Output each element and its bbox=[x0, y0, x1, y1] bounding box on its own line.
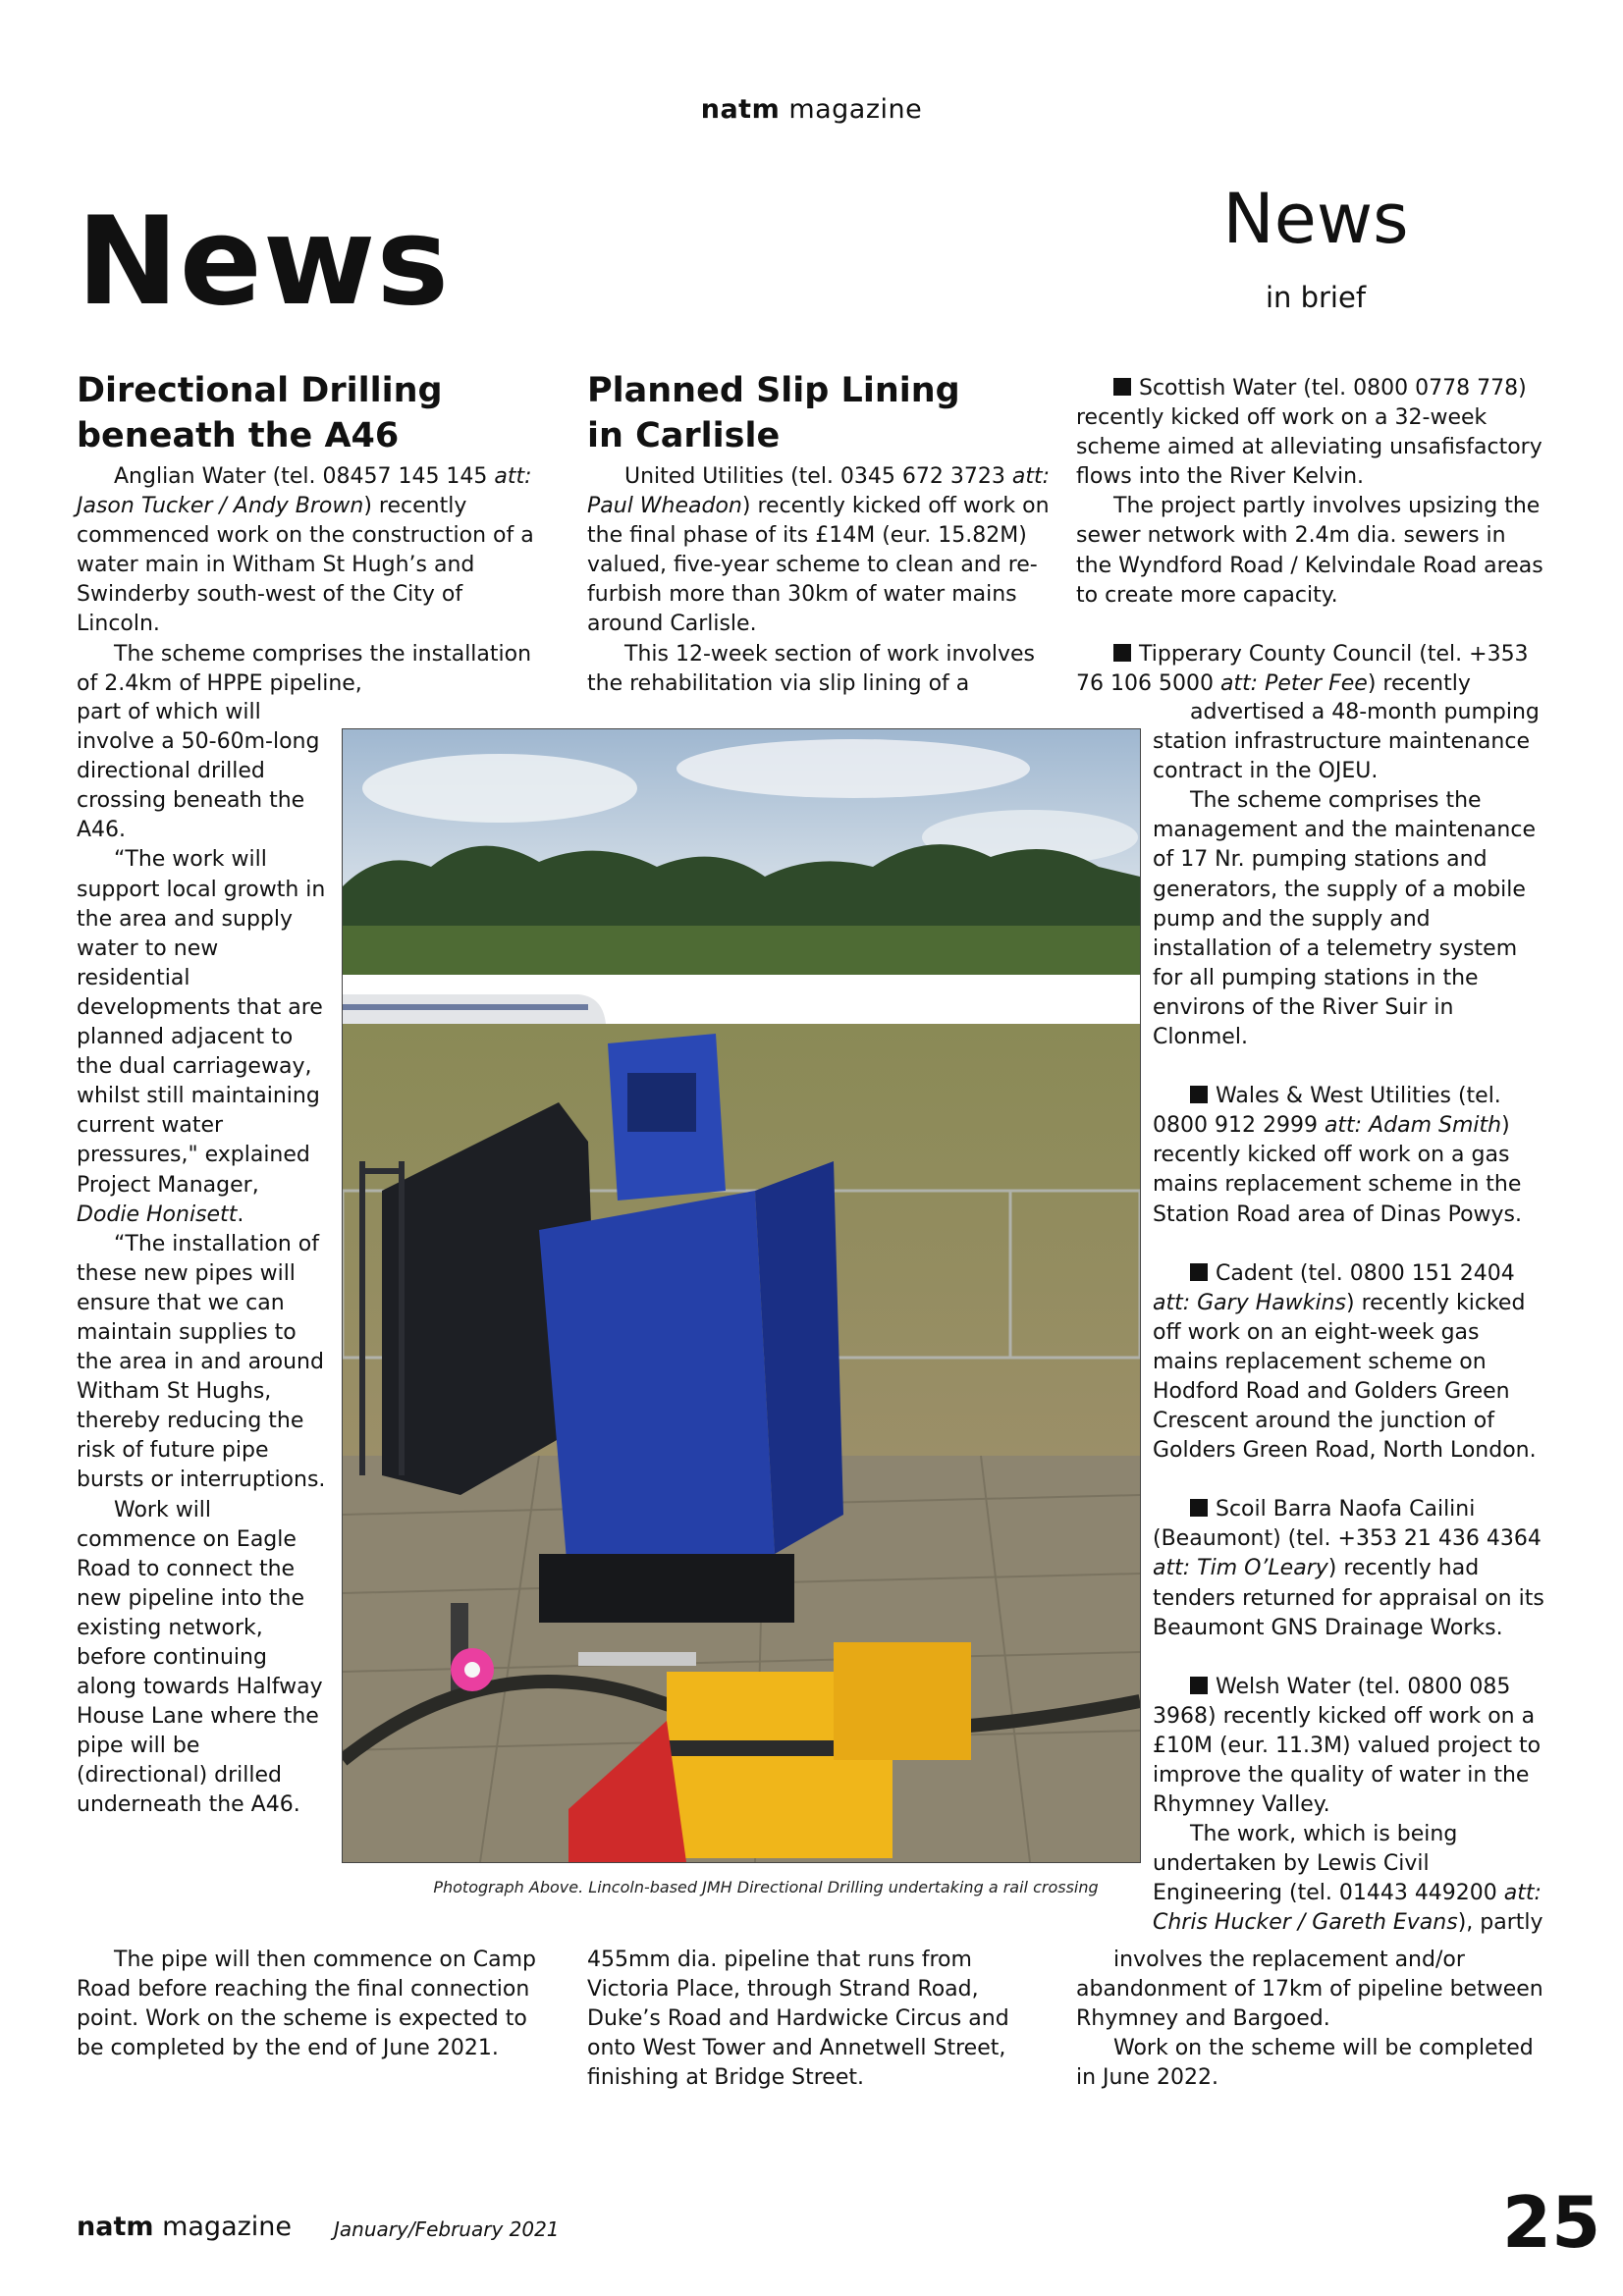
article1-body-bottom bbox=[77, 1946, 544, 2063]
brief-top bbox=[1076, 374, 1547, 699]
article2-contact: att: Paul Wheadon bbox=[587, 464, 1051, 519]
brief-bottom: involves the replacement and/or abandonment of 17km of pipeline between Rhymney and Bargoed. Work on the scheme will be completed in June 2022. bbox=[1076, 1948, 1543, 2091]
article1-body-narrow bbox=[77, 698, 327, 1821]
footer-brand-bold: natm bbox=[77, 2212, 154, 2242]
drilling-rig-photo bbox=[343, 729, 1140, 1862]
bullet-square-icon bbox=[1190, 1677, 1208, 1694]
article1-contact: att: Jason Tucker / Andy Brown bbox=[77, 464, 532, 519]
article2-para1: United Utilities (tel. 0345 672 3723 att: Paul Wheadon) recently kicked off work on the final phase of its £14M (eur. 15.82M) valued, five-year scheme to clean and re-furbish more than 30km of water mains around Carlisle. bbox=[587, 464, 1051, 637]
brief-item-scottish-water: Scottish Water (tel. 0800 0778 778) recently kicked off work on a 32-week scheme aimed at alleviating unsafisfactory flows into the River Kelvin. The project partly involves upsizing the sewer network with 2.4m dia. sewers in the Wyndford Road / Kelvindale Road areas to create more capacity. bbox=[1076, 376, 1543, 608]
article1-headline-line2: beneath the A46 bbox=[77, 416, 400, 455]
brief-item-wales-west: Wales & West Utilities (tel. 0800 912 2999 att: Adam Smith) recently kicked off work on a gas mains replacement scheme in the Station Road area of Dinas Powys. bbox=[1153, 1084, 1522, 1227]
brief-item-welsh-water: Welsh Water (tel. 0800 085 3968) recently kicked off work on a £10M (eur. 11.3M) valued project to improve the quality of water in the Rhymney Valley. The work, which is being undertaken by Lewis Civil Engineering (tel. 01443 449200 att: Chris Hucker / Gareth Evans), partly bbox=[1153, 1674, 1543, 1936]
article1-headline bbox=[77, 368, 528, 458]
article1-body-top bbox=[77, 462, 544, 699]
sidebar-subtitle: in brief bbox=[1265, 281, 1367, 314]
magazine-header bbox=[0, 94, 1623, 125]
article1-headline-line1: Directional Drilling bbox=[77, 371, 443, 410]
article2-body-top bbox=[587, 462, 1055, 699]
brief-item-tipperary: advertised a 48-month pumping station infrastructure maintenance contract in the OJEU. The scheme comprises the management and the maintenance of 17 Nr. pumping stations and generators, the supply of a mobile pump and the supply and installation of a telemetry system for all pumping stations in the environs of the River Suir in Clonmel. bbox=[1153, 700, 1540, 1050]
bullet-square-icon bbox=[1190, 1086, 1208, 1103]
article1-para1: Anglian Water (tel. 08457 145 145 att: Jason Tucker / Andy Brown) recently commenced work on the construction of a water main in Witham St Hugh’s and Swinderby south-west of the City of Lincoln. bbox=[77, 464, 534, 637]
brief-narrow bbox=[1153, 698, 1549, 1939]
article1-para2: The scheme comprises the installation of 2.4km of HPPE pipeline, bbox=[77, 641, 532, 696]
header-brand-rest: magazine bbox=[788, 94, 923, 125]
brief-item-cadent: Cadent (tel. 0800 151 2404 att: Gary Hawkins) recently kicked off work on an eight-week gas mains replacement scheme on Hodford Road and Golders Green Crescent around the junction of Golders Green Road, North London. bbox=[1153, 1260, 1537, 1464]
article1-speaker: Dodie Honisett bbox=[77, 1201, 238, 1227]
article1-para6: The pipe will then commence on Camp Road before reaching the final connection point. Work on the scheme is expected to be completed by the end of June 2021. bbox=[77, 1948, 536, 2061]
bullet-square-icon bbox=[1190, 1263, 1208, 1281]
article1-para4: “The installation of these new pipes will ensure that we can maintain supplies to the area in and around Witham St Hughs, thereby reducing the risk of future pipe bursts or interruptions. bbox=[77, 1231, 326, 1493]
footer-brand-rest: magazine bbox=[162, 2212, 293, 2242]
article2-headline-line1: Planned Slip Lining bbox=[587, 371, 960, 410]
article2-para3: 455mm dia. pipeline that runs from Victoria Place, through Strand Road, Duke’s Road and Hardwicke Circus and onto West Tower and Annetwell Street, finishing at Bridge Street. bbox=[587, 1948, 1009, 2091]
article2-para2: This 12-week section of work involves the rehabilitation via slip lining of a bbox=[587, 641, 1035, 696]
article2-body-bottom bbox=[587, 1946, 1055, 2093]
footer-brand bbox=[77, 2212, 292, 2242]
bullet-square-icon bbox=[1113, 378, 1131, 396]
header-brand-bold: natm bbox=[700, 94, 781, 125]
article1-para2-cont: part of which will involve a 50-60m-long directional drilled crossing beneath the A46. bbox=[77, 700, 320, 843]
brief-item-scoil-barra: Scoil Barra Naofa Cailini (Beaumont) (tel. +353 21 436 4364 att: Tim O’Leary) recently had tenders returned for appraisal on its Beaumont GNS Drainage Works. bbox=[1153, 1497, 1544, 1640]
sidebar-title: News bbox=[1222, 179, 1409, 259]
bullet-square-icon bbox=[1113, 644, 1131, 662]
photo-caption: Photograph Above. Lincoln-based JMH Directional Drilling undertaking a rail crossing bbox=[433, 1878, 1099, 1896]
photograph bbox=[342, 728, 1141, 1863]
page-title: News bbox=[77, 191, 451, 333]
article1-para5: Work will commence on Eagle Road to connect the new pipeline into the existing network, before continuing along towards Halfway House Lane where the pipe will be (directional) drilled underneath the A46. bbox=[77, 1497, 323, 1818]
article2-headline bbox=[587, 368, 1039, 458]
footer-issue-date: January/February 2021 bbox=[334, 2217, 560, 2241]
article1-para3: “The work will support local growth in the area and supply water to new residential developments that are planned adjacent to the dual carriageway, whilst still maintaining current water pressures," explained Project Manager, Dodie Honisett. bbox=[77, 847, 326, 1227]
page-number: 25 bbox=[1502, 2181, 1601, 2264]
article2-headline-line2: in Carlisle bbox=[587, 416, 781, 455]
bullet-square-icon bbox=[1190, 1499, 1208, 1517]
brief-item-tipperary-lead: Tipperary County Council (tel. +353 76 106 5000 att: Peter Fee) recently bbox=[1076, 641, 1529, 696]
